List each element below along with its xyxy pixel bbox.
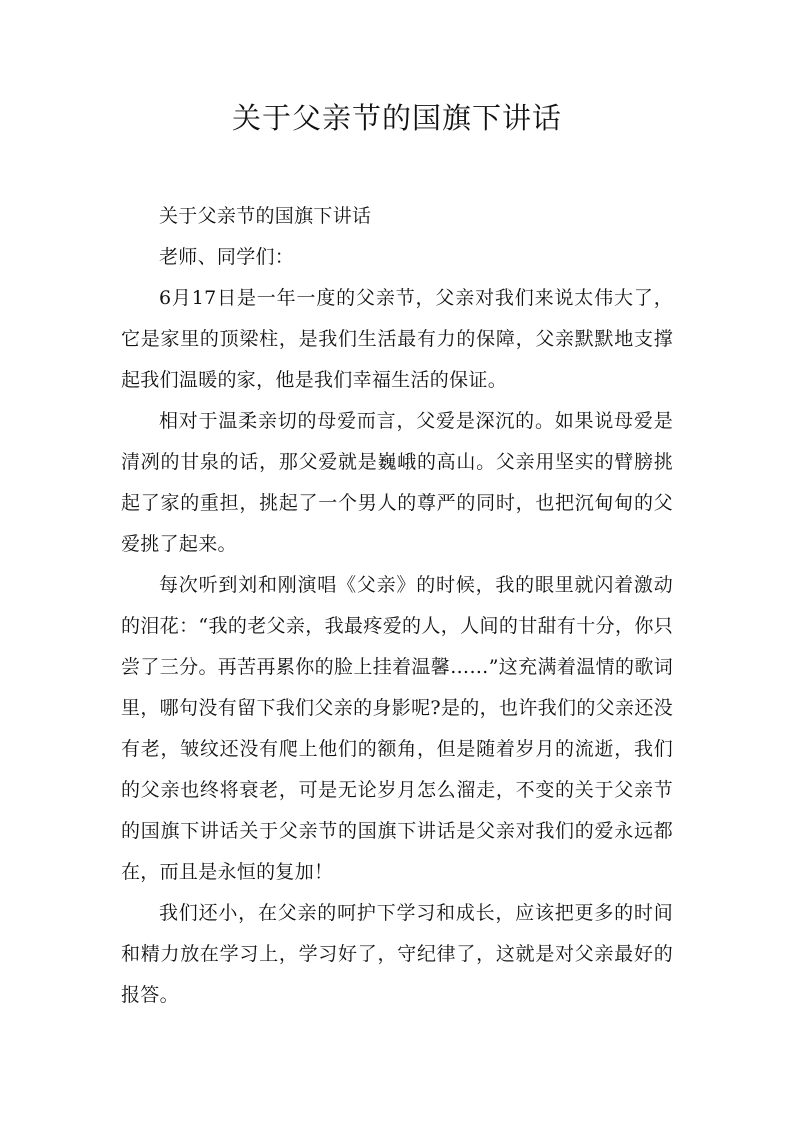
paragraph: 我们还小，在父亲的呵护下学习和成长，应该把更多的时间和精力放在学习上，学习好了，守纪律了，这就是对父亲最好的报答。: [121, 902, 673, 1006]
salutation-line: 老师、同学们：: [159, 246, 295, 268]
paragraph: 6月17日是一年一度的父亲节，父亲对我们来说太伟大了，它是家里的顶梁柱，是我们生活最有力的保障，父亲默默地支撑起我们温暖的家，他是我们幸福生活的保证。: [121, 287, 673, 391]
document-title: 关于父亲节的国旗下讲话: [231, 101, 562, 135]
paragraph: 每次听到刘和刚演唱《父亲》的时候，我的眼里就闪着激动的泪花：“我的老父亲，我最疼爱的人，人间的甘甜有十分，你只尝了三分。再苦再累你的脸上挂着温馨……”这充满着温情的歌词里，哪句没有留下我们父亲的身影呢?是的，也许我们的父亲还没有老，皱纹还没有爬上他们的额角，但是随着岁月的流逝，我们的父亲也终将衰老，可是无论岁月怎么溜走，不变的关于父亲节的国旗下讲话关于父亲节的国旗下讲话是父亲对我们的爱永远都在，而且是永恒的复加！: [121, 574, 673, 883]
subtitle-line: 关于父亲节的国旗下讲话: [159, 205, 372, 227]
document-body: [121, 196, 673, 1016]
paragraph: 相对于温柔亲切的母爱而言，父爱是深沉的。如果说母爱是清冽的甘泉的话，那父爱就是巍峨的高山。父亲用坚实的臂膀挑起了家的重担，挑起了一个男人的尊严的同时，也把沉甸甸的父爱挑了起来。: [121, 410, 673, 555]
